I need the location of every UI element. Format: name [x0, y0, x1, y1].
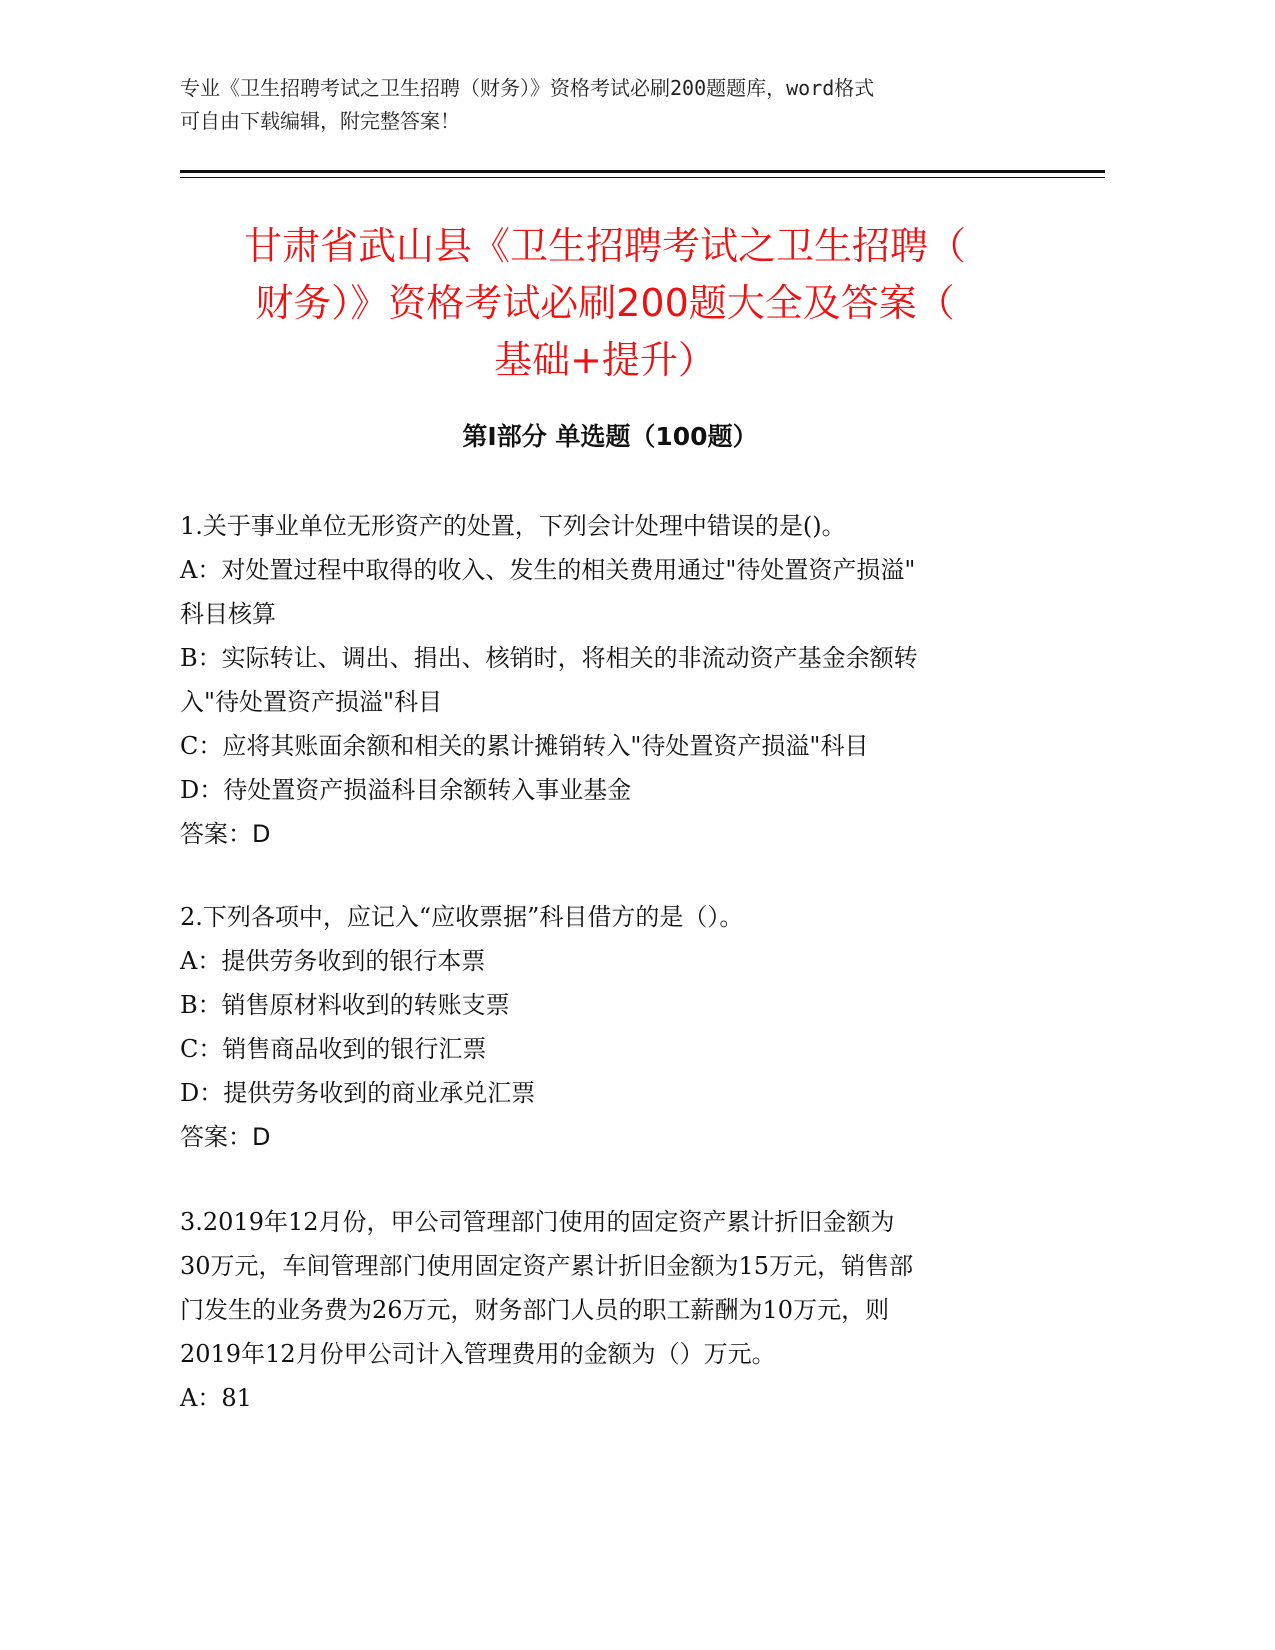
question-1-option-b: B：实际转让、调出、捐出、核销时，将相关的非流动资产基金余额转: [180, 644, 918, 672]
question-1-option-a-cont: 科目核算: [180, 600, 276, 628]
header-note-line-2: 可自由下载编辑，附完整答案！: [180, 109, 460, 133]
header-note-line-1: 专业《卫生招聘考试之卫生招聘（财务）》资格考试必刷200题题库，word格式: [180, 76, 875, 100]
header-note: [180, 72, 1060, 138]
question-3-option-a: A：81: [180, 1384, 252, 1412]
question-1-option-d: D：待处置资产损溢科目余额转入事业基金: [180, 776, 632, 804]
question-3-stem-line-3: 门发生的业务费为26万元，财务部门人员的职工薪酬为10万元，则: [180, 1296, 890, 1324]
header-divider-thin: [180, 177, 1105, 178]
question-1-stem: 1.关于事业单位无形资产的处置，下列会计处理中错误的是()。: [180, 512, 846, 540]
question-2-option-a: A：提供劳务收到的银行本票: [180, 947, 486, 975]
question-3: [180, 1200, 1040, 1420]
question-1-option-c: C：应将其账面余额和相关的累计摊销转入"待处置资产损溢"科目: [180, 732, 869, 760]
question-1-answer: 答案：D: [180, 820, 271, 848]
question-2-option-b: B：销售原材料收到的转账支票: [180, 991, 510, 1019]
question-1: [180, 504, 1040, 856]
question-2: [180, 895, 1040, 1159]
question-1-option-b-cont: 入"待处置资产损溢"科目: [180, 688, 443, 716]
question-2-stem: 2.下列各项中，应记入“应收票据”科目借方的是（）。: [180, 903, 744, 931]
question-2-option-d: D：提供劳务收到的商业承兑汇票: [180, 1079, 536, 1107]
title-line-1: 甘肃省武山县《卫生招聘考试之卫生招聘（: [243, 224, 966, 268]
header-divider-thick: [180, 170, 1105, 173]
question-3-stem-line-2: 30万元，车间管理部门使用固定资产累计折旧金额为15万元，销售部: [180, 1252, 914, 1280]
question-1-option-a: A：对处置过程中取得的收入、发生的相关费用通过"待处置资产损溢": [180, 556, 916, 584]
title-line-2: 财务）》资格考试必刷200题大全及答案（: [255, 281, 955, 325]
section-heading: 第Ⅰ部分 单选题（100题）: [462, 422, 758, 451]
document-title: [170, 218, 1040, 389]
title-line-3: 基础+提升）: [494, 338, 716, 382]
question-2-option-c: C：销售商品收到的银行汇票: [180, 1035, 487, 1063]
question-3-stem-line-4: 2019年12月份甲公司计入管理费用的金额为（）万元。: [180, 1340, 776, 1368]
question-2-answer: 答案：D: [180, 1123, 271, 1151]
question-3-stem-line-1: 3.2019年12月份，甲公司管理部门使用的固定资产累计折旧金额为: [180, 1208, 895, 1236]
